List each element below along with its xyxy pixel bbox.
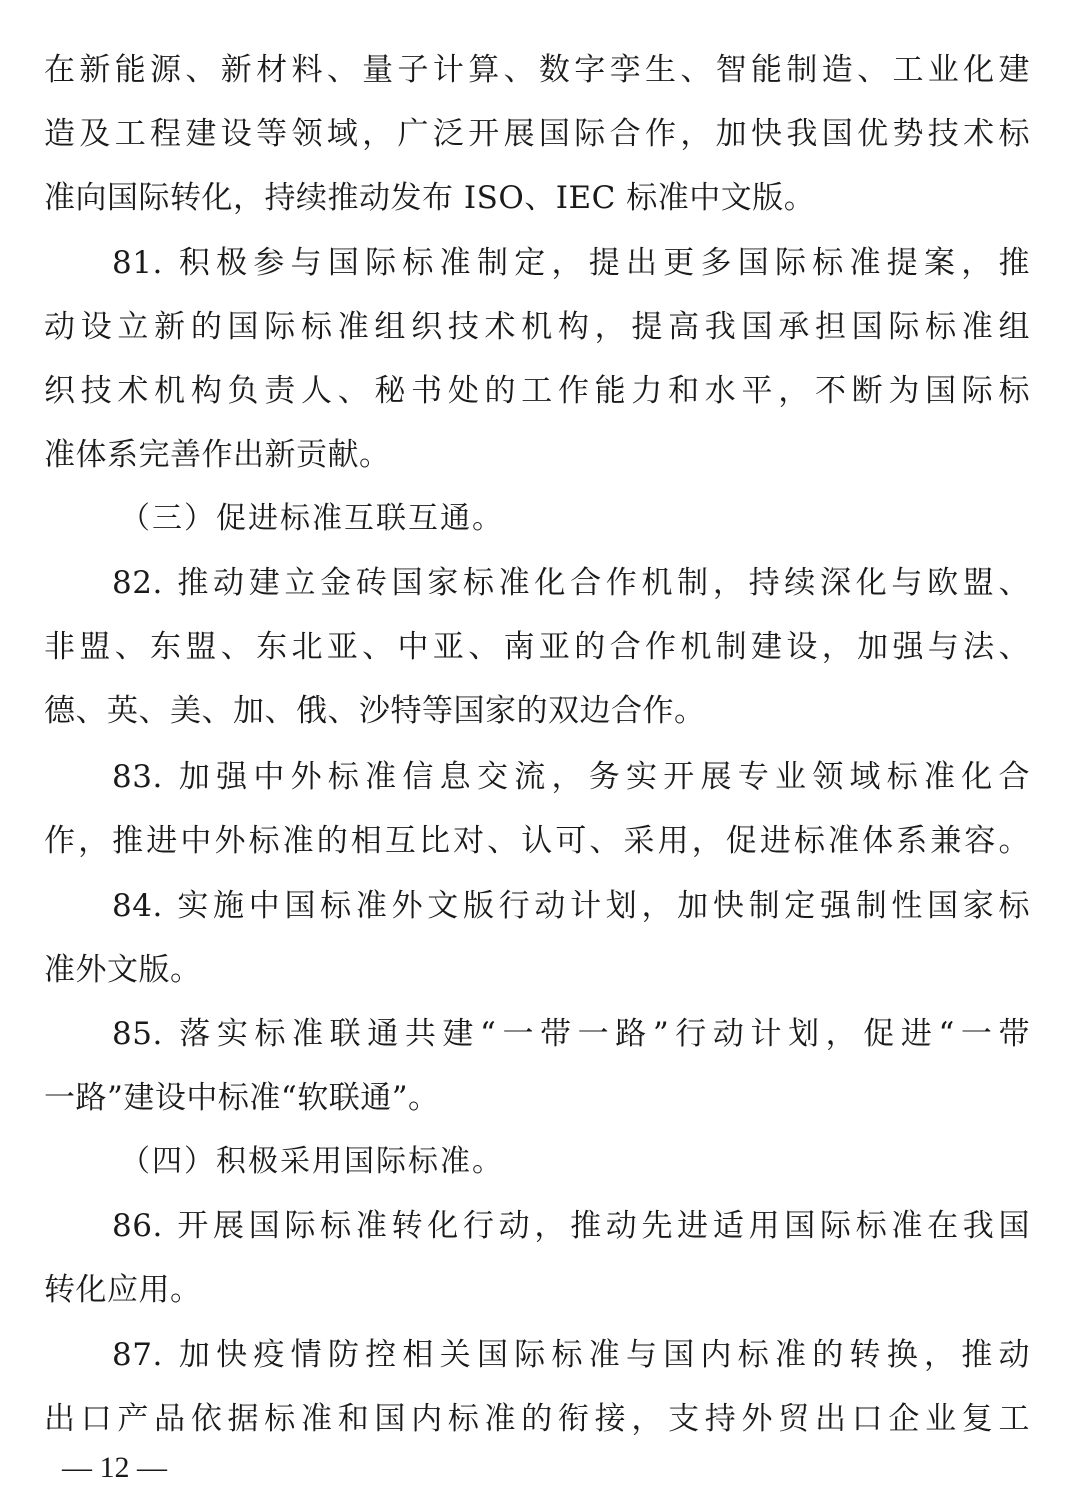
paragraph-84-start: 84. 实施中国标准外文版行动计划，加快制定强制性国家标 xyxy=(112,888,1030,924)
text-line: 转化应用。 xyxy=(44,1272,202,1308)
section-heading-3: （三）促进标准互联互通。 xyxy=(120,501,504,536)
text-line: 织技术机构负责人、秘书处的工作能力和水平，不断为国际标 xyxy=(44,373,1030,409)
text-line: 造及工程建设等领域，广泛开展国际合作，加快我国优势技术标 xyxy=(44,116,1030,152)
text-line: 准外文版。 xyxy=(44,952,202,988)
paragraph-82-start: 82. 推动建立金砖国家标准化合作机制，持续深化与欧盟、 xyxy=(112,565,1030,601)
paragraph-81-start: 81. 积极参与国际标准制定，提出更多国际标准提案，推 xyxy=(112,245,1030,281)
text-line: 一路”建设中标准“软联通”。 xyxy=(44,1080,440,1116)
text-line: 德、英、美、加、俄、沙特等国家的双边合作。 xyxy=(44,693,706,729)
text-line: 非盟、东盟、东北亚、中亚、南亚的合作机制建设，加强与法、 xyxy=(44,629,1030,665)
text-line: 作，推进中外标准的相互比对、认可、采用，促进标准体系兼容。 xyxy=(44,823,1030,859)
paragraph-87-start: 87. 加快疫情防控相关国际标准与国内标准的转换，推动 xyxy=(112,1337,1030,1373)
page-number: — 12 — xyxy=(62,1451,167,1484)
section-heading-4: （四）积极采用国际标准。 xyxy=(120,1144,504,1179)
text-line: 动设立新的国际标准组织技术机构，提高我国承担国际标准组 xyxy=(44,309,1030,345)
text-line: 出口产品依据标准和国内标准的衔接，支持外贸出口企业复工 xyxy=(44,1401,1030,1437)
text-line: 准向国际转化，持续推动发布 ISO、IEC 标准中文版。 xyxy=(44,180,816,216)
text-line: 在新能源、新材料、量子计算、数字孪生、智能制造、工业化建 xyxy=(44,52,1030,88)
paragraph-85-start: 85. 落实标准联通共建“一带一路”行动计划，促进“一带 xyxy=(112,1016,1030,1052)
paragraph-86-start: 86. 开展国际标准转化行动，推动先进适用国际标准在我国 xyxy=(112,1208,1030,1244)
paragraph-83-start: 83. 加强中外标准信息交流，务实开展专业领域标准化合 xyxy=(112,759,1030,795)
text-line: 准体系完善作出新贡献。 xyxy=(44,437,391,473)
